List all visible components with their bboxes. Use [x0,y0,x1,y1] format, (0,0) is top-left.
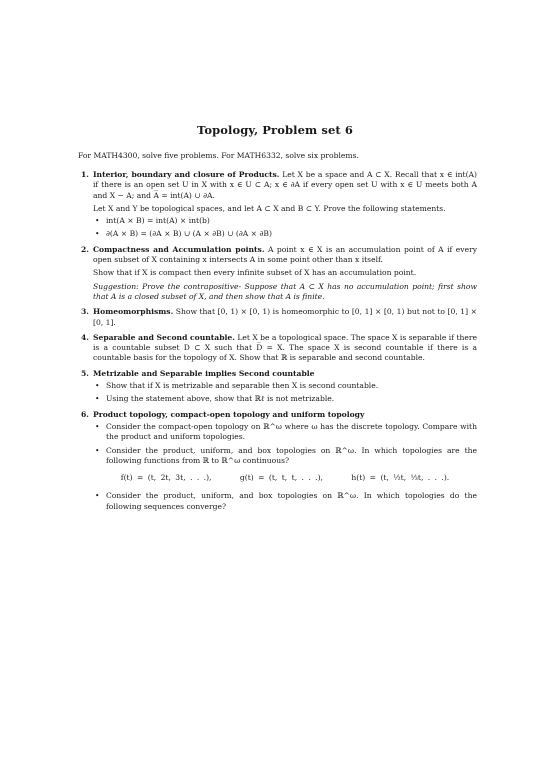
problem-text: Let X be a space and A ⊂ X. Recall that x ∈ int(A) if there is an open set U in X with x ∈ U ⊂ A; x ∈ ∂A if every open set U with x ∈ U meets both A and X − A; and A̅ = int(A) ∪ ∂A. [93,170,477,200]
problem-number: 3. [81,307,89,317]
equation-f: f(t) = (t, 2t, 3t, . . .), [120,473,212,483]
equation-h: h(t) = (t, ½t, ⅓t, . . .). [351,473,450,483]
problem-list [81,170,478,517]
problem-heading: Homeomorphisms. [93,307,174,317]
problem-number: 5. [81,368,89,378]
problem-2 [81,244,477,302]
bullet-item: • Consider the product, uniform, and box topologies on ℝ^ω. In which topologies do the following sequences converge? [93,491,477,512]
bullet-item: • Consider the compact-open topology on ℝ^ω where ω has the discrete topology. Compare with the product and uniform topologies. [93,422,477,443]
problem-bullets [93,491,477,512]
problem-1 [81,170,477,240]
problem-number: 6. [81,409,89,419]
bullet-item: • Using the statement above, show that ℝℓ is not metrizable. [93,394,477,404]
intro-text: For MATH4300, solve five problems. For MATH6332, solve six problems. [78,151,359,160]
problem-statement [93,333,477,364]
problem-3 [81,307,478,328]
problem-statement [93,245,477,266]
problem-heading: Interior, boundary and closure of Products. [93,170,280,179]
problem-heading: Separable and Second countable. [93,332,235,342]
problem-statement [93,410,477,420]
problem-statement [93,369,477,379]
problem-4 [81,332,478,364]
problem-text: Let X be a topological space. The space X is separable if there is a countable subset D ⊂ X such that D̅ = X. The space X is second countable if there is a countable basis for the topology of X. Show that ℝ is separable and second countable. [93,332,478,363]
problem-task: Let X and Y be topological spaces, and let A ⊂ X and B ⊂ Y. Prove the following statements. [93,203,446,213]
problem-6 [81,409,477,512]
function-definitions [93,473,477,483]
problem-heading: Product topology, compact-open topology and uniform topology [93,409,365,419]
bullet-item: • int(A × B) = int(A) × int(b) [93,216,477,226]
problem-text: A point x ∈ X is an accumulation point of A if every open subset of X containing x intersects A in some point other than x itself. [93,244,477,265]
problem-number: 1. [81,170,89,179]
problem-heading: Metrizable and Separable implies Second countable [93,368,315,378]
problem-statement [93,170,477,201]
document-title: Topology, Problem set 6 [197,123,353,137]
problem-task: Show that if X is compact then every infinite subset of X has an accumulation point. [93,268,417,278]
problem-bullets [93,381,477,405]
problem-bullets [93,422,477,466]
problem-bullets [93,216,477,240]
equation-g: g(t) = (t, t, t, . . .), [239,473,323,483]
bullet-item: • Show that if X is metrizable and separable then X is second countable. [93,381,477,391]
problem-number: 2. [81,244,89,254]
problem-statement [93,307,477,328]
problem-suggestion: Suggestion: Prove the contrapositive- Suppose that A ⊂ X has no accumulation point; first show that A is a closed subset of X, and then show that A is finite. [93,281,477,301]
problem-text: Show that [0, 1) × [0, 1) is homeomorphic to [0, 1] × [0, 1) but not to [0, 1] × [0, 1]. [93,307,478,327]
bullet-item: • ∂(A × B) = (∂A × B) ∪ (A × ∂B) ∪ (∂A × ∂B) [93,229,477,239]
problem-5 [81,368,477,405]
problem-heading: Compactness and Accumulation points. [93,244,265,254]
problem-number: 4. [81,332,89,342]
bullet-item: • Consider the product, uniform, and box topologies on ℝ^ω. In which topologies are the following functions from ℝ to ℝ^ω continuous? [93,446,477,467]
